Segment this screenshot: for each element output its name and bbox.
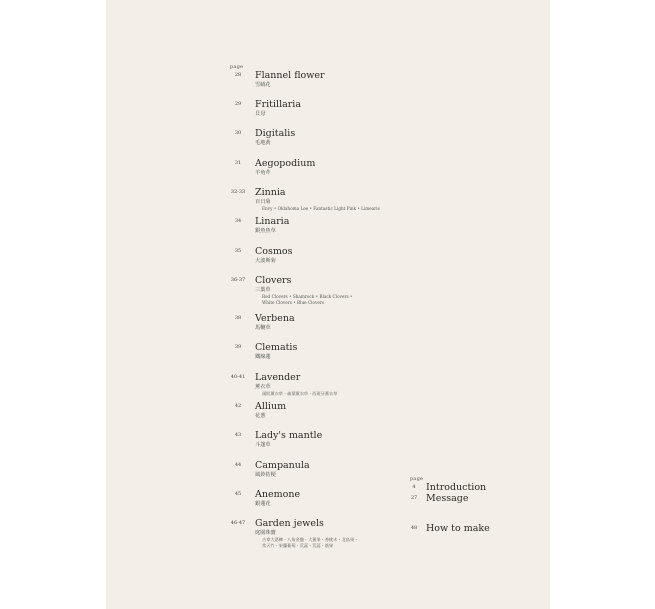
entry-page-number: 38 (234, 315, 242, 321)
entry-page-number: 30 (234, 130, 242, 136)
entry-title: Clematis (255, 342, 298, 353)
entry-page-number: 44 (234, 462, 242, 468)
entry-title: Cosmos (255, 246, 293, 257)
entry-page-number: 28 (234, 72, 242, 78)
entry-subtitle: 花葱 (255, 413, 266, 419)
entry-subtitle: 三葉草 (255, 287, 271, 293)
entry-title: Message (426, 493, 469, 504)
entry-subtitle: 大波斯菊 (255, 258, 276, 264)
entry-title: Digitalis (255, 128, 296, 139)
entry-subtitle: 馬鞭草 (255, 325, 271, 331)
entry-title: How to make (426, 523, 490, 534)
entry-page-number: 29 (234, 101, 242, 107)
entry-subtitle: 毛地黃 (255, 140, 271, 146)
entry-title: Aegopodium (255, 158, 316, 169)
left-page-label: page (230, 64, 244, 70)
entry-title: Anemone (255, 489, 301, 500)
entry-title: Introduction (426, 482, 487, 493)
entry-page-number: 40-41 (230, 374, 246, 380)
entry-subtitle: 銀魚魚草 (255, 228, 276, 234)
entry-title: Verbena (255, 313, 295, 324)
entry-title: Allium (255, 401, 287, 412)
entry-detail: 常天竹・果蘭葡萄・荒蕊・荒蕊・筋果 (262, 543, 334, 548)
book-page (106, 0, 550, 609)
entry-subtitle: 羊角芹 (255, 170, 271, 176)
entry-detail: Red Clovers • Shamrock • Black Clovers • (262, 294, 353, 299)
entry-subtitle: 百日菊 (255, 199, 271, 205)
entry-page-number: 36-37 (230, 277, 246, 283)
entry-title: Linaria (255, 216, 290, 227)
entry-page-number: 4 (412, 484, 416, 490)
entry-page-number: 43 (234, 432, 242, 438)
entry-title: Flannel flower (255, 70, 325, 81)
entry-page-number: 34 (234, 218, 242, 224)
entry-detail: 頭狀薰衣草・齒葉薰衣草・西班牙薰衣草 (262, 391, 338, 396)
entry-title: Clovers (255, 275, 292, 286)
entry-title: Fritillaria (255, 99, 302, 110)
entry-detail: Envy • Oklahoma Lee • Fantastic Light Pink • Limearis (262, 206, 380, 211)
entry-title: Lavender (255, 372, 301, 383)
entry-subtitle: 雪絨花 (255, 82, 271, 88)
entry-subtitle: 薰衣草 (255, 384, 271, 390)
entry-subtitle: 風鈴桔梗 (255, 472, 276, 478)
entry-title: Lady's mantle (255, 430, 323, 441)
entry-title: Campanula (255, 460, 310, 471)
entry-page-number: 32-33 (230, 189, 246, 195)
entry-title: Garden jewels (255, 518, 324, 529)
entry-page-number: 35 (234, 248, 242, 254)
entry-detail: 古拿大葛樺・八角金盤・大蔥果・香桃木・北鳥果・ (262, 537, 359, 542)
entry-title: Zinnia (255, 187, 286, 198)
entry-subtitle: 銀蓮花 (255, 501, 271, 507)
entry-page-number: 42 (234, 403, 242, 409)
entry-page-number: 45 (234, 491, 242, 497)
right-page-label: page (410, 476, 424, 482)
entry-subtitle: 貝母 (255, 111, 266, 117)
entry-detail: White Clovers • Blue Clovers (262, 300, 325, 305)
entry-subtitle: 庭園珠寶 (255, 530, 276, 536)
entry-page-number: 27 (410, 495, 418, 501)
entry-page-number: 31 (234, 160, 242, 166)
entry-page-number: 39 (234, 344, 242, 350)
entry-page-number: 48 (410, 525, 418, 531)
entry-subtitle: 斗篷草 (255, 442, 271, 448)
entry-subtitle: 鐵線蓮 (255, 354, 271, 360)
entry-page-number: 46-47 (230, 520, 246, 526)
